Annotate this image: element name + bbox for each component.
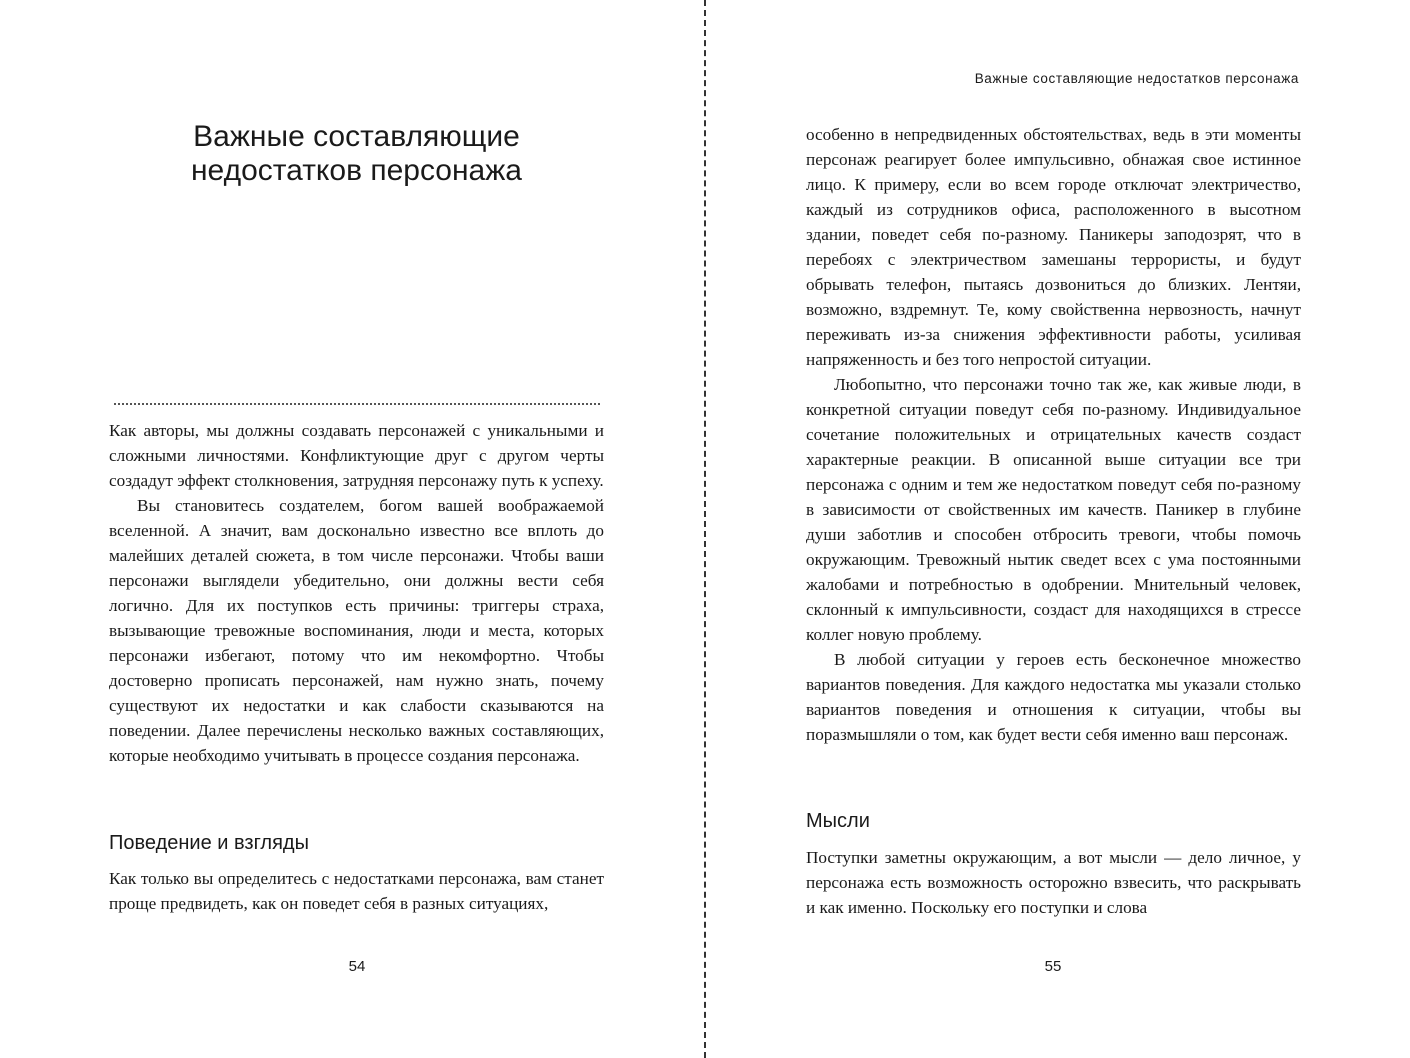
intro-text	[109, 418, 604, 768]
behavior-section-text	[109, 866, 604, 916]
section-heading-thoughts: Мысли	[806, 810, 870, 832]
behavior-paragraph: Как только вы определитесь с недостатками персонажа, вам станет проще предвидеть, как он поведет себя в разных ситуациях,	[109, 869, 604, 913]
chapter-title-line-1: Важные составляющие	[193, 120, 520, 153]
chapter-title-line-2: недостатков персонажа	[190, 154, 522, 187]
thoughts-paragraph: Поступки заметны окружающим, а вот мысли — дело личное, у персонажа есть возможность осторожно взвесить, что раскрывать и как именно. Поскольку его поступки и слова	[806, 848, 1301, 917]
body-paragraph: В любой ситуации у героев есть бесконечное множество вариантов поведения. Для каждого недостатка мы указали столько вариантов поведения и отношения к ситуации, чтобы вы поразмышляли о том, как будет вести себя именно ваш персонаж.	[806, 650, 1301, 744]
running-header: Важные составляющие недостатков персонажа	[974, 71, 1299, 86]
chapter-title	[110, 120, 603, 188]
intro-paragraph: Вы становитесь создателем, богом вашей воображаемой вселенной. А значит, вам досконально известно все вплоть до малейших деталей сюжета, в том числе персонажи. Чтобы ваши персонажи выглядели убедительно, они должны вести себя логично. Для их поступков есть причины: триггеры страха, вызывающие тревожные воспоминания, люди и места, которых персонажи избегают, потому что им некомфортно. Чтобы достоверно прописать персонажей, нам нужно знать, почему существуют их недостатки и как слабости сказываются на поведении. Далее перечислены несколько важных составляющих, которые необходимо учитывать в процессе создания персонажа.	[109, 496, 604, 765]
left-page	[0, 0, 704, 1058]
body-paragraph: особенно в непредвиденных обстоятельствах, ведь в эти моменты персонаж реагирует более импульсивно, обнажая свое истинное лицо. К примеру, если во всем городе отключат электричество, каждый из сотрудников офиса, расположенного в высотном здании, поведет себя по-разному. Паникеры заподозрят, что в перебоях с электричеством замешаны террористы, и будут обрывать телефон, пытаясь дозвониться до близких. Лентяи, возможно, вздремнут. Те, кому свойственна нервозность, начнут переживать из-за снижения эффективности работы, усиливая напряженность и без того непростой ситуации.	[806, 125, 1301, 369]
section-heading-behavior: Поведение и взгляды	[109, 832, 309, 854]
dotted-divider	[114, 403, 600, 405]
body-paragraph: Любопытно, что персонажи точно так же, как живые люди, в конкретной ситуации поведут себя по-разному. Индивидуальное сочетание положительных и отрицательных качеств создаст характерные реакции. В описанной выше ситуации все три персонажа с одним и тем же недостатком поведут себя по-разному в зависимости от свойственных им качеств. Паникер в глубине души заботлив и способен отбросить тревоги, чтобы помочь окружающим. Тревожный нытик сведет всех с ума постоянными жалобами и потребностью в одобрении. Мнительный человек, склонный к импульсивности, создаст для находящихся в стрессе коллег новую проблему.	[806, 375, 1301, 644]
intro-paragraph: Как авторы, мы должны создавать персонажей с уникальными и сложными личностями. Конфликтующие друг с другом черты создадут эффект столкновения, затрудняя персонажу путь к успеху.	[109, 421, 604, 490]
page-number-left: 54	[348, 958, 366, 975]
thoughts-section-text	[806, 845, 1301, 920]
body-text	[806, 122, 1301, 747]
right-page	[706, 0, 1410, 1058]
page-number-right: 55	[1044, 958, 1062, 975]
